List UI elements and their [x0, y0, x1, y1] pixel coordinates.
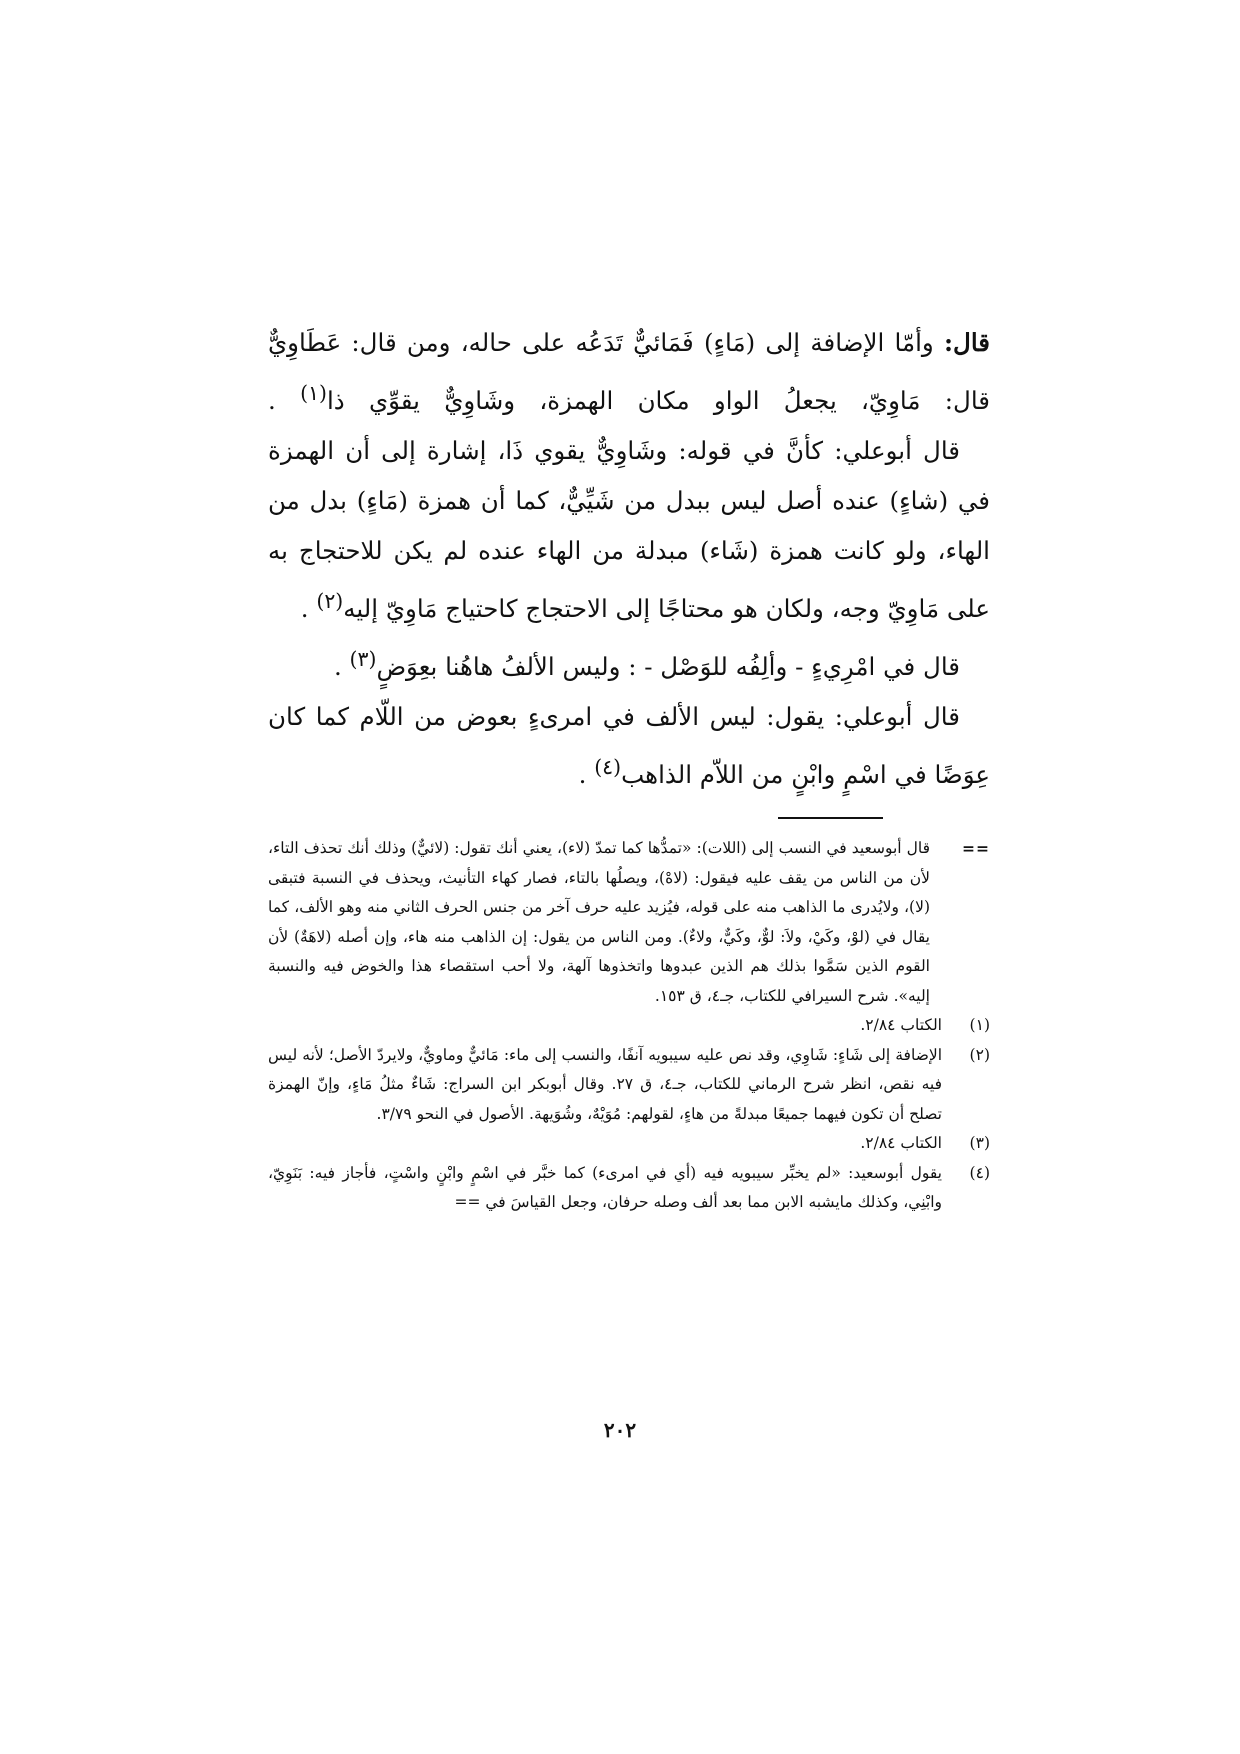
- paragraph-end: .: [333, 652, 342, 682]
- paragraph-end: .: [300, 594, 309, 624]
- paragraph-3: [268, 634, 990, 692]
- footnote-continuation: [268, 834, 990, 1011]
- paragraph-1-text: وأمّا الإضافة إلى (مَاءٍ) فَمَائيٌّ تَدَعُه على حاله، ومن قال: عَطَاوِيٌّ قال: مَاوِيّ، يجعلُ الواو مكان الهمزة، وشَاوِيٌّ يقوِّي ذا: [268, 328, 990, 416]
- footnote-separator: [778, 817, 883, 819]
- footnote-number: (١): [969, 1016, 990, 1034]
- footnote-ref-3[interactable]: (٣): [349, 647, 377, 672]
- footnote-text: الإضافة إلى شَاءٍ: شَاوِي، وقد نص عليه سيبويه آنفًا، والنسب إلى ماء: مَائيٌّ وماويٌّ، ولايردّ الأصل؛ لأنه ليس فيه نقص، انظر شرح الرماني للكتاب، جـ٤، ق ٢٧. وقال أبوبكر ابن السراج: شَاءٌ مثلُ مَاءٍ، وإنّ الهمزة تصلح أن تكون فيهما جميعًا مبدلةً من هاءٍ، لقولهم: مُوَيْهٌ، وشُوَيهة. الأصول في النحو ٣/٧٩.: [268, 1045, 942, 1123]
- footnotes: [268, 834, 990, 1218]
- page-number: ٢٠٢: [603, 1418, 637, 1442]
- footnote-2: [268, 1041, 990, 1130]
- footnote-text: الكتاب ٢/٨٤.: [860, 1134, 942, 1152]
- footnote-ref-2[interactable]: (٢): [316, 589, 344, 614]
- footnote-number: (٢): [969, 1045, 990, 1064]
- paragraph-1: [268, 318, 990, 426]
- paragraph-2: [268, 426, 990, 634]
- footnote-ref-1[interactable]: (١): [300, 381, 327, 405]
- paragraph-4: [268, 692, 990, 800]
- main-text: [268, 318, 990, 801]
- footnote-ref-4[interactable]: (٤): [594, 755, 622, 780]
- footnote-4: [268, 1159, 990, 1218]
- paragraph-end: .: [268, 386, 276, 416]
- footnote-number: (٤): [969, 1163, 990, 1182]
- footnote-text: الكتاب ٢/٨٤.: [860, 1016, 942, 1034]
- footnote-text: يقول أبوسعيد: «لم يخبِّر سيبويه فيه (أي في امرىء) كما خبَّر في اسْمٍ وابْنٍ واسْتٍ، فأجاز فيه: بَنَوِيّ، وابْنِي، وكذلك مايشبه الابن مما بعد ألف وصله حرفان، وجعل القياسَ في ==: [268, 1163, 942, 1211]
- footnote-number: (٣): [969, 1134, 990, 1152]
- paragraph-end: .: [578, 760, 587, 790]
- footnote-3: [268, 1129, 990, 1159]
- paragraph-3-text: قال في امْرِيءٍ - وألِفُه للوَصْل - : وليس الألفُ هاهُنا بعِوَضٍ: [376, 652, 960, 682]
- paragraph-2-text: قال أبوعلي: كأنَّ في قوله: وشَاوِيٌّ يقوي ذَا، إشارة إلى أن الهمزة في (شاءٍ) عنده أصل ليس ببدل من شَيِّيٌّ، كما أن همزة (مَاءٍ) بدل من الهاء، ولو كانت همزة (شَاء) مبدلة من الهاء عنده لم يكن للاحتجاج به على مَاوِيّ وجه، ولكان هو محتاجًا إلى الاحتجاج كاحتياج مَاوِيّ إليه: [268, 436, 990, 624]
- footnote-text: قال أبوسعيد في النسب إلى (اللات): «تمدُّها كما تمدّ (لاء)، يعني أنك تقول: (لائيٌّ) وذلك أنك تحذف التاء، لأن من الناس من يقف عليه فيقول: (لاهْ)، ويصلُها بالتاء، فصار كهاء التأنيث، ويحذف في النسبة فتبقى (لا)، ولايُدرى ما الذاهب منه على قوله، فيُزيد عليه حرف آخر من جنس الحرف الثاني منه وهو الألف، كما يقال في (لوْ، وكَيْ، ولاَ: لوٌّ، وكَيٌّ، ولاءٌ). ومن الناس من يقول: إن الذاهب منه هاء، وإن أصله (لاهَةٌ) لأن القوم الذين سَمَّوا بذلك هم الذين عبدوها واتخذوها آلهة، ولا أحب استقصاء هذا والخوض فيه والنسبة إليه». شرح السيرافي للكتاب، جـ٤، ق ١٥٣.: [268, 839, 930, 1005]
- footnote-number: ==: [962, 839, 990, 858]
- footnote-1: [268, 1011, 990, 1041]
- paragraph-lead: قال:: [943, 328, 990, 357]
- paragraph-4-text: قال أبوعلي: يقول: ليس الألف في امرىءٍ بعوض من اللّام كما كان عِوَضًا في اسْمٍ وابْنٍ من اللاّم الذاهب: [268, 702, 990, 790]
